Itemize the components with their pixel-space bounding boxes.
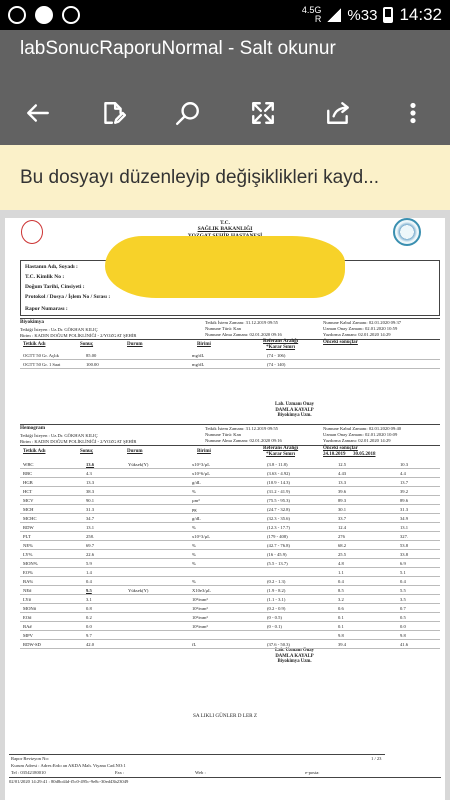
cell-p1: 9.8 <box>338 633 344 638</box>
hemogram-approve-time: 02.01.2020 10:09 <box>364 432 398 437</box>
cell-p2: 33.8 <box>400 552 409 557</box>
cell-ref: (0.2 - 1.3) <box>267 579 286 584</box>
footer-tel: Tel : 03542180010 <box>11 770 46 775</box>
biochem-request-time-label: Tetkik İstem Zamanı: <box>205 320 245 325</box>
cell-p2: 5.1 <box>400 570 406 575</box>
hemogram-unit-label: Birim : <box>20 439 34 444</box>
cell-p2: 53.8 <box>400 543 409 548</box>
biochem-unit-label: Birim : <box>20 333 34 338</box>
cell-unit: x10^3/µL <box>192 534 211 539</box>
cell-result: 0.2 <box>86 615 92 620</box>
search-icon <box>175 100 201 126</box>
document-viewer[interactable] <box>0 210 450 800</box>
cell-p1: 276 <box>338 534 345 539</box>
col-prev: Önceki sonuçlar <box>323 446 358 451</box>
divider <box>9 754 385 755</box>
hemogram-print-label: Yazdırma Zamanı: <box>323 438 358 443</box>
table-row <box>20 514 440 523</box>
cell-p2: 10.3 <box>400 462 409 467</box>
prev-date-1: 24.10.2019 <box>323 451 346 457</box>
cell-p2: 31.3 <box>400 507 409 512</box>
table-row <box>20 496 440 505</box>
footer-page: 1 / 23 <box>371 756 382 761</box>
hemogram-sample-type-label: Numune Türü: <box>205 432 233 437</box>
cell-unit: pg <box>192 507 197 512</box>
col-ref-line2: *Karar Sınırı <box>266 451 296 457</box>
cell-result: 0.0 <box>86 624 92 629</box>
cell-name: PLT <box>23 534 31 539</box>
cell-ref: (0.2 - 0.9) <box>267 606 286 611</box>
share-button[interactable] <box>316 91 360 135</box>
cell-name: RDW-SD <box>23 642 41 647</box>
col-status: Durum <box>127 449 143 454</box>
hemogram-section-title: Hemogram <box>20 425 46 431</box>
cell-p1: 0.6 <box>338 606 344 611</box>
cell-name: BA# <box>23 624 32 629</box>
more-icon <box>400 100 426 126</box>
cell-p1: 33.7 <box>338 516 347 521</box>
cell-unit: x10^3/µL <box>192 462 211 467</box>
cell-name: OGTT 50 Gr. Açlık <box>23 353 59 358</box>
cell-unit: 10³/mm³ <box>192 624 208 629</box>
signature-line: DAMLA KAYALP <box>275 407 314 413</box>
cell-result: 13.1 <box>86 525 95 530</box>
cell-result: 31.3 <box>86 507 95 512</box>
cell-ref: (179 - 408) <box>267 534 288 539</box>
biochem-signature <box>275 402 314 419</box>
table-row <box>20 478 440 487</box>
cell-p1: 0.4 <box>338 579 344 584</box>
edit-banner[interactable] <box>0 145 450 210</box>
signal-icon <box>327 8 341 22</box>
cell-unit: mg/dL <box>192 353 205 358</box>
table-row <box>20 460 440 469</box>
fullscreen-button[interactable] <box>241 91 285 135</box>
cell-p2: 34.9 <box>400 516 409 521</box>
cell-ref: (74 - 140) <box>267 362 286 367</box>
biochem-sample-type: Kan <box>233 326 241 331</box>
hemogram-signature <box>275 648 314 665</box>
cell-result: 1.4 <box>86 570 92 575</box>
footer-stamp: 02/01/2020 14:29:41 : 80d8cd4d-f5c0-495c-9e8c-30ed43b23049 <box>9 779 129 784</box>
cell-name: WBC <box>23 462 34 467</box>
table-row <box>20 360 440 369</box>
biochem-print-time: 02.01.2020 14:29 <box>358 332 391 337</box>
cell-result: 42.0 <box>86 642 95 647</box>
hemogram-request-time-label: Tetkik İstem Zamanı: <box>205 426 245 431</box>
cell-result: 5.9 <box>86 561 92 566</box>
cell-unit: mg/dL <box>192 362 205 367</box>
cell-result: 90.1 <box>86 498 95 503</box>
cell-ref: (42.7 - 76.8) <box>267 543 290 548</box>
cell-name: HGB <box>23 480 33 485</box>
cell-result: 9.7 <box>86 633 92 638</box>
cell-name: RDW <box>23 525 34 530</box>
col-test: Tetkik Adı <box>23 449 46 454</box>
cell-p2: 327. <box>400 534 409 539</box>
cell-name: NE# <box>23 588 32 593</box>
header-tc: T.C. <box>220 220 230 226</box>
cell-name: MON# <box>23 606 37 611</box>
cell-ref: (0 - 0.1) <box>267 624 282 629</box>
more-button[interactable] <box>391 91 435 135</box>
cell-result: 69.7 <box>86 543 95 548</box>
cell-ref: (0 - 0.5) <box>267 615 282 620</box>
biochem-sample-type-label: Numune Türü: <box>205 326 233 331</box>
cell-p2: 39.2 <box>400 489 409 494</box>
notification-icon <box>8 6 26 24</box>
col-test: Tetkik Adı <box>23 342 46 347</box>
biochem-requester-label: Tetkiği İsteyen : <box>20 327 50 332</box>
signature-line: Biyokimya Uzm. <box>277 413 312 419</box>
cell-status: Yüksek(Y) <box>128 588 149 593</box>
cell-p2: 89.6 <box>400 498 409 503</box>
cell-p1: 0.1 <box>338 624 344 629</box>
divider <box>20 445 440 446</box>
document-page <box>5 218 445 800</box>
cell-p1: 4.8 <box>338 561 344 566</box>
cell-unit: µm³ <box>192 498 200 503</box>
biochem-requester: Uz.Dr. GÖKHAN KILIÇ <box>50 327 98 332</box>
col-result: Sonuç <box>80 342 94 347</box>
cell-unit: x10^6/µL <box>192 471 211 476</box>
signature-line: Biyokimya Uzm. <box>277 659 312 665</box>
cell-p1: 13.3 <box>338 480 347 485</box>
cell-result: 22.6 <box>86 552 95 557</box>
cell-p2: 13.1 <box>400 525 409 530</box>
cell-p2: 6.9 <box>400 561 406 566</box>
whatsapp-icon <box>62 6 80 24</box>
cell-status: Yüksek(Y) <box>128 462 149 467</box>
cell-unit: % <box>192 552 196 557</box>
cell-unit: g/dL <box>192 516 201 521</box>
cell-p1: 3.2 <box>338 597 344 602</box>
cell-ref: (75.5 - 95.3) <box>267 498 290 503</box>
cell-result: 3.1 <box>86 597 92 602</box>
table-row <box>20 568 440 577</box>
app-bar <box>0 30 450 145</box>
cell-p2: 0.0 <box>400 624 406 629</box>
patient-name-label: Hastanın Adı, Soyadı : <box>25 264 78 270</box>
cell-p2: 3.5 <box>400 597 406 602</box>
biochem-request-time: 31.12.2019 09:55 <box>245 320 278 325</box>
cell-name: MPV <box>23 633 33 638</box>
divider <box>20 424 440 425</box>
battery-icon <box>383 7 393 23</box>
cell-ref: (37.6 - 50.3) <box>267 642 290 647</box>
col-status: Durum <box>127 342 143 347</box>
biochem-section-title: Biyokimya <box>20 319 44 325</box>
cell-unit: % <box>192 489 196 494</box>
cell-name: MCH <box>23 507 34 512</box>
cell-p2: 13.7 <box>400 480 409 485</box>
cell-name: MCV <box>23 498 34 503</box>
cell-p1: 39.4 <box>338 642 347 647</box>
col-ref-line2: *Karar Sınırı <box>266 344 296 350</box>
divider <box>20 318 440 319</box>
table-row <box>20 505 440 514</box>
prev-date-2: 30.05.2018 <box>353 451 376 457</box>
table-row <box>20 532 440 541</box>
cell-p2: 41.6 <box>400 642 409 647</box>
cell-p1: 39.6 <box>338 489 347 494</box>
share-icon <box>325 100 351 126</box>
cell-p2: 0.4 <box>400 579 406 584</box>
cell-result: 38.3 <box>86 489 95 494</box>
table-row <box>20 640 440 649</box>
redaction-blob <box>105 236 345 298</box>
signature-line: Lab. Uzmanı Onay <box>275 402 315 407</box>
table-row <box>20 559 440 568</box>
signature-line: DAMLA KAYALP <box>275 653 314 659</box>
hemogram-sample-type: Kan <box>233 432 241 437</box>
cell-ref: (31.2 - 41.9) <box>267 489 290 494</box>
cell-name: LY% <box>23 552 33 557</box>
cell-unit: 10³/mm³ <box>192 606 208 611</box>
cell-ref: (10.9 - 14.3) <box>267 480 290 485</box>
cell-p2: 4.4 <box>400 471 406 476</box>
cell-ref: (1.1 - 3.1) <box>267 597 286 602</box>
biochem-accept-time: 02.01.2020 09:37 <box>368 320 402 325</box>
hemogram-sample-time: 02.01.2020 09:16 <box>249 438 282 443</box>
table-row <box>20 351 440 360</box>
cell-name: HCT <box>23 489 33 494</box>
cell-p2: 5.5 <box>400 588 406 593</box>
cell-unit: 10³/mm³ <box>192 615 208 620</box>
cell-ref: (3.8 - 11.8) <box>267 462 288 467</box>
cell-p1: 25.5 <box>338 552 347 557</box>
hemogram-request-time: 31.12.2019 09:55 <box>245 426 278 431</box>
hemogram-requester: Uz.Dr. GÖKHAN KILIÇ <box>50 433 98 438</box>
search-button[interactable] <box>166 91 210 135</box>
cell-ref: (32.3 - 35.6) <box>267 516 290 521</box>
patient-id-label: T.C. Kimlik No : <box>25 274 65 280</box>
col-prev: Önceki sonuçlar <box>323 340 358 345</box>
cell-unit: % <box>192 579 196 584</box>
cell-name: OGTT 50 Gr. 1 Saat <box>23 362 61 367</box>
cell-ref: (74 - 106) <box>267 353 286 358</box>
cell-unit: X10e3/µL <box>192 588 211 593</box>
edit-button[interactable] <box>91 91 135 135</box>
biochem-approve-time: 02.01.2020 10:59 <box>364 326 398 331</box>
cell-name: NE% <box>23 543 33 548</box>
patient-dob-label: Doğum Tarihi, Cinsiyeti : <box>25 284 85 290</box>
footer-email: e-posta: <box>305 770 320 775</box>
cell-result: 0.4 <box>86 579 92 584</box>
cell-result: 100.00 <box>86 362 99 367</box>
cell-ref: (24.7 - 32.8) <box>267 507 290 512</box>
cell-name: EO# <box>23 615 32 620</box>
cell-result: 13.6 <box>86 462 95 467</box>
cell-p2: 9.8 <box>400 633 406 638</box>
biochem-sample-time: 02.01.2020 09:16 <box>249 332 282 337</box>
col-ref-line1: Referans Aralığı <box>263 446 299 451</box>
cell-ref: (1.9 - 8.2) <box>267 588 286 593</box>
col-result: Sonuç <box>80 449 94 454</box>
cell-name: MCHC <box>23 516 37 521</box>
cell-p1: 1.1 <box>338 570 344 575</box>
hemogram-accept-time: 02.01.2020 09:40 <box>368 426 402 431</box>
edit-banner-text: Bu dosyayı düzenleyip değişiklikleri kayd... <box>20 166 380 188</box>
cell-name: EO% <box>23 570 33 575</box>
cell-unit: % <box>192 561 196 566</box>
hemogram-unit: KADIN DOĞUM POLİKLİNİĞİ - 2/YOZGAT ŞEHİR <box>34 439 137 444</box>
cell-unit: g/dL <box>192 480 201 485</box>
cell-p2: 0.7 <box>400 606 406 611</box>
col-ref-line1: Referans Aralığı <box>263 339 299 344</box>
cell-p1: 68.2 <box>338 543 347 548</box>
cell-result: 85.00 <box>86 353 97 358</box>
cell-ref: (3.63 - 4.92) <box>267 471 290 476</box>
divider <box>9 777 441 778</box>
col-unit: Birimi <box>197 342 211 347</box>
cell-ref: (16 - 45.9) <box>267 552 287 557</box>
clock: 14:32 <box>399 5 442 24</box>
cell-p1: 8.5 <box>338 588 344 593</box>
cell-result: 4.3 <box>86 471 92 476</box>
biochem-sample-time-label: Numune Alma Zamanı: <box>205 332 249 337</box>
back-button[interactable] <box>16 91 60 135</box>
cell-unit: % <box>192 543 196 548</box>
footer-revision: Rapor Revizyon No: <box>11 756 50 761</box>
table-row <box>20 523 440 532</box>
table-row <box>20 487 440 496</box>
document-title: labSonucRaporuNormal - Salt okunur <box>20 38 336 59</box>
col-unit: Birimi <box>197 449 211 454</box>
table-row <box>20 586 440 595</box>
cell-unit: fL <box>192 642 197 647</box>
back-icon <box>25 100 51 126</box>
biochem-print-label: Yazdırma Zamanı: <box>323 332 358 337</box>
cell-p1: 12.5 <box>338 462 347 467</box>
table-row <box>20 550 440 559</box>
table-row <box>20 613 440 622</box>
table-row <box>20 577 440 586</box>
hemogram-sample-time-label: Numune Alma Zamanı: <box>205 438 249 443</box>
patient-protocol-label: Protokol / Dosya / İşlem No / Sırası : <box>25 294 111 300</box>
cell-p1: 0.1 <box>338 615 344 620</box>
signature-line: Lab. Uzmanı Onay <box>275 648 315 653</box>
cell-ref: (12.3 - 17.7) <box>267 525 290 530</box>
footer-fax: Fax : <box>115 770 125 775</box>
cell-name: MON% <box>23 561 38 566</box>
cell-result: 34.7 <box>86 516 95 521</box>
cell-name: RBC <box>23 471 33 476</box>
network-sub: R <box>314 14 322 24</box>
biochem-unit: KADIN DOĞUM POLİKLİNİĞİ - 2/YOZGAT ŞEHİR <box>34 333 137 338</box>
network-type: 4.5G <box>301 5 322 15</box>
cell-p2: 0.5 <box>400 615 406 620</box>
edit-icon <box>100 100 126 126</box>
table-row <box>20 622 440 631</box>
cell-unit: % <box>192 525 196 530</box>
cell-p1: 30.1 <box>338 507 347 512</box>
cell-name: LY# <box>23 597 31 602</box>
cell-ref: (5.5 - 13.7) <box>267 561 288 566</box>
battery-percent: %33 <box>347 6 378 24</box>
header-ministry: SAĞLIK BAKANLIĞI <box>197 226 253 233</box>
cell-p1: 4.43 <box>338 471 347 476</box>
fullscreen-icon <box>250 100 276 126</box>
hemogram-accept-label: Numune Kabul Zamanı: <box>323 426 368 431</box>
table-row <box>20 469 440 478</box>
cell-result: 13.3 <box>86 480 95 485</box>
chrome-icon <box>35 6 53 24</box>
table-row <box>20 604 440 613</box>
cell-p1: 12.4 <box>338 525 347 530</box>
footer-address: Kurum Adresi : Adres:Erdo an AKDA Mah. Viyana Cad.NO:1 <box>11 763 126 768</box>
status-bar <box>0 0 450 30</box>
cell-result: 0.8 <box>86 606 92 611</box>
divider <box>20 339 440 340</box>
table-row <box>20 541 440 550</box>
footer-wish: SA LIKLI GÜNLER D LER Z <box>192 713 258 719</box>
footer-web: Web : <box>195 770 206 775</box>
biochem-approve-label: Uzman Onay Zamanı: <box>323 326 364 331</box>
biochem-accept-label: Numune Kabul Zamanı: <box>323 320 368 325</box>
hemogram-requester-label: Tetkiği İsteyen : <box>20 433 50 438</box>
cell-result: 258. <box>86 534 95 539</box>
hemogram-print-time: 02.01.2020 14:29 <box>358 438 391 443</box>
report-number-label: Rapor Numarası : <box>25 306 68 312</box>
cell-unit: 10³/mm³ <box>192 597 208 602</box>
hemogram-approve-label: Uzman Onay Zamanı: <box>323 432 364 437</box>
cell-name: BA% <box>23 579 34 584</box>
table-row <box>20 595 440 604</box>
cell-result: 9.5 <box>86 588 92 593</box>
table-row <box>20 631 440 640</box>
cell-p1: 89.3 <box>338 498 347 503</box>
toolbar <box>0 84 450 142</box>
